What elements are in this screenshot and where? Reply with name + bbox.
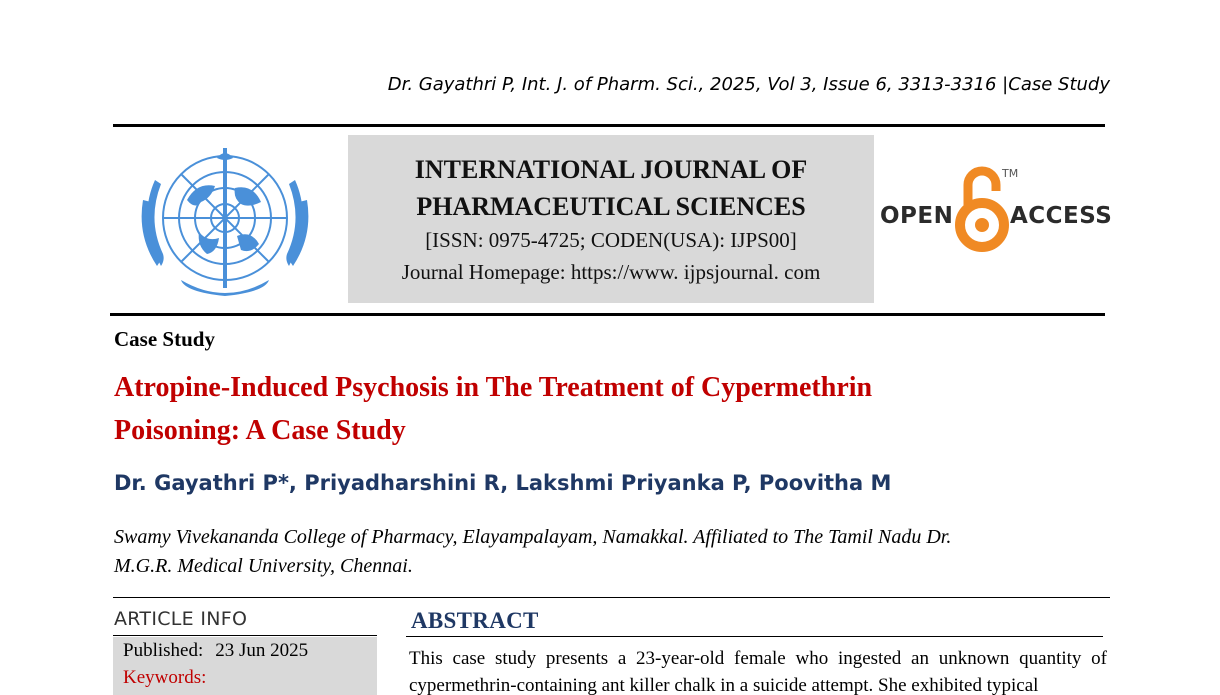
affiliation-line2: M.G.R. Medical University, Chennai. (114, 555, 413, 577)
author-affiliation (114, 523, 1074, 581)
journal-emblem-logo (125, 140, 325, 304)
published-date: 23 Jun 2025 (215, 640, 309, 661)
published-label: Published: (123, 640, 204, 661)
published-row (123, 640, 308, 662)
header-rule-top (113, 124, 1105, 127)
article-title-line1: Atropine-Induced Psychosis in The Treatment of Cypermethrin (114, 372, 873, 403)
header-rule-bottom (110, 313, 1105, 316)
running-head: Dr. Gayathri P, Int. J. of Pharm. Sci., 2025, Vol 3, Issue 6, 3313-3316 |Case Study (387, 74, 1110, 95)
article-title (114, 366, 1014, 452)
abstract-heading: ABSTRACT (411, 608, 539, 633)
abstract-underline (406, 636, 1103, 637)
open-access-right-word: ACCESS (1010, 203, 1113, 229)
journal-homepage[interactable]: Journal Homepage: https://www. ijpsjournal. com (401, 260, 821, 284)
info-divider (113, 597, 1110, 598)
article-type-label: Case Study (114, 327, 215, 351)
journal-issn: [ISSN: 0975-4725; CODEN(USA): IJPS00] (425, 228, 797, 252)
article-info-box (113, 637, 377, 695)
article-info-heading: ARTICLE INFO (114, 608, 248, 630)
affiliation-line1: Swamy Vivekananda College of Pharmacy, Elayampalayam, Namakkal. Affiliated to The Tamil Nadu Dr. (114, 526, 952, 548)
journal-name-line1: INTERNATIONAL JOURNAL OF (414, 155, 808, 184)
journal-header-box (348, 135, 874, 303)
article-title-line2: Poisoning: A Case Study (114, 415, 406, 446)
trademark-symbol: TM (1002, 167, 1019, 180)
journal-name-line2: PHARMACEUTICAL SCIENCES (416, 192, 806, 221)
open-access-left-word: OPEN (880, 203, 954, 229)
abstract-body: This case study presents a 23-year-old female who ingested an unknown quantity of cypermethrin-containing ant killer chalk in a suicide attempt. She exhibited typical (409, 648, 1107, 695)
author-list: Dr. Gayathri P*, Priyadharshini R, Lakshmi Priyanka P, Poovitha M (114, 471, 892, 495)
keywords-label: Keywords: (123, 667, 207, 688)
open-access-logo (880, 165, 1113, 255)
article-info-underline (113, 635, 377, 636)
